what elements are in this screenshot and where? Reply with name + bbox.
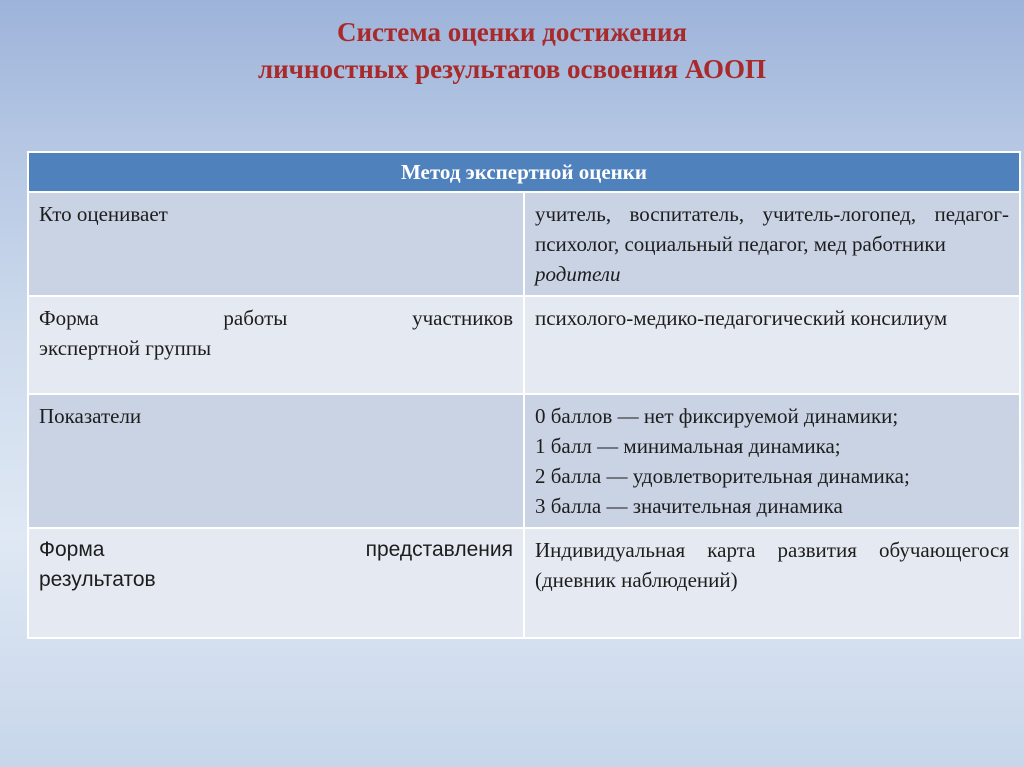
row-value-results-form	[524, 528, 1020, 638]
row-value-who-evaluates	[524, 192, 1020, 296]
row-label-work-form	[28, 296, 524, 394]
row-value-indicators	[524, 394, 1020, 528]
slide-title	[0, 14, 1024, 88]
results-form-value-line-2: (дневник наблюдений)	[535, 568, 738, 592]
indicator-score-2: 2 балла — удовлетворительная динамика;	[535, 464, 910, 488]
indicator-score-3: 3 балла — значительная динамика	[535, 494, 843, 518]
table-row-who-evaluates	[28, 192, 1020, 296]
row-label-results-form	[28, 528, 524, 638]
slide-title-line-2: личностных результатов освоения АООП	[257, 54, 767, 84]
work-form-label-line-2: экспертной группы	[39, 336, 212, 360]
row-label-who-evaluates: Кто оценивает	[28, 192, 524, 296]
evaluators-line-1: учитель, воспитатель, учитель-логопед, педагог-	[535, 202, 1009, 226]
table-row-results-form	[28, 528, 1020, 638]
indicator-score-1: 1 балл — минимальная динамика;	[535, 434, 841, 458]
results-form-value-line-1: Индивидуальная карта развития обучающегося	[535, 538, 1009, 562]
table-header: Метод экспертной оценки	[28, 152, 1020, 192]
table-row-work-form	[28, 296, 1020, 394]
indicator-score-0: 0 баллов — нет фиксируемой динамики;	[535, 404, 899, 428]
results-form-label-line-2: результатов	[39, 568, 156, 591]
table-header-row	[28, 152, 1020, 192]
row-label-indicators: Показатели	[28, 394, 524, 528]
assessment-table	[27, 151, 1021, 639]
results-form-label-line-1: Форма представления	[39, 538, 513, 561]
work-form-label-line-1: Форма работы участников	[39, 306, 513, 330]
slide-title-line-1: Система оценки достижения	[336, 17, 688, 47]
evaluators-line-2: психолог, социальный педагог, мед работники	[535, 232, 946, 256]
row-value-work-form: психолого-медико-педагогический консилиум	[524, 296, 1020, 394]
evaluators-parents: родители	[535, 262, 621, 286]
table-row-indicators	[28, 394, 1020, 528]
